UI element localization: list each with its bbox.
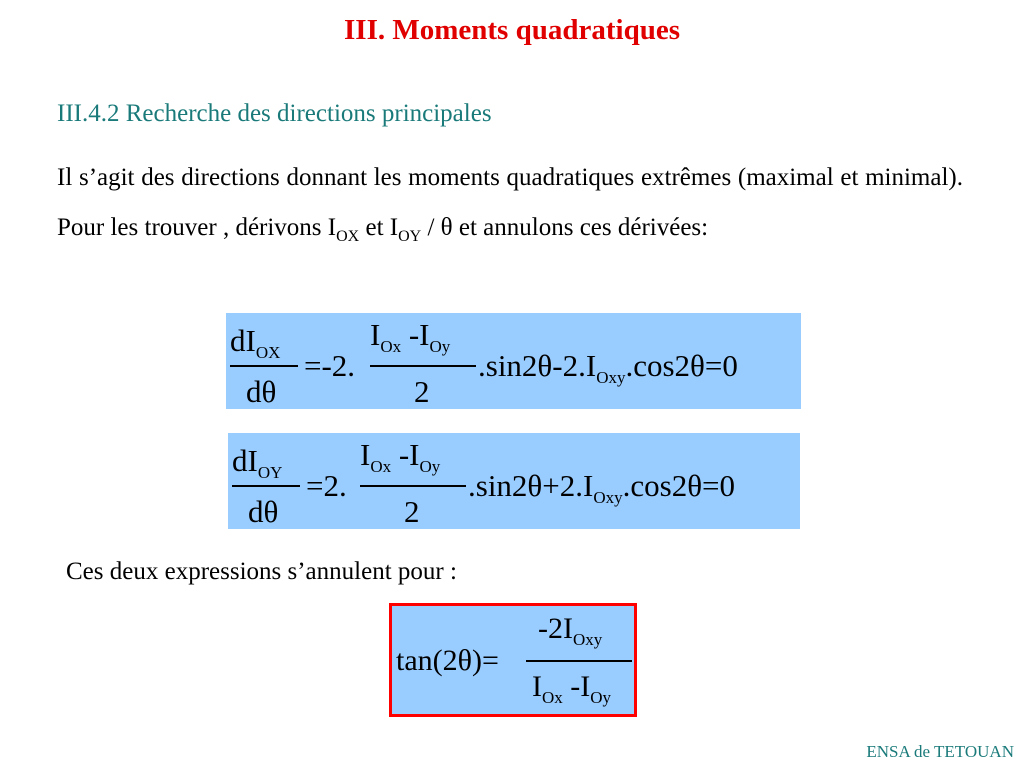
eq2-equals: =2. — [306, 468, 347, 503]
eq1-rest: $.\sin 2\theta-2.I_{Oxy}.\cos 2\theta=0$ — [478, 348, 738, 387]
eq3-numerator: $-2I_{Oxy}$ — [538, 612, 603, 649]
eq1-equals: =-2. — [304, 348, 356, 383]
eq2-lhs-numerator: $dI_{OY}$ — [232, 443, 283, 482]
eq2-rest: $.\sin 2\theta+2.I_{Oxy}.\cos 2\theta=0$ — [468, 468, 736, 507]
eq2-frac-bar — [360, 485, 466, 487]
eq1-frac-numerator: $I_{Ox}$ $-I_{Oy}$ — [370, 317, 451, 356]
eq1-lhs-numerator: $dI_{OX}$ — [230, 323, 281, 362]
section-subtitle: III.4.2 Recherche des directions principales — [57, 100, 492, 127]
eq2-lhs-bar — [232, 485, 300, 487]
equation-dIoy — [228, 433, 800, 529]
eq3-lhs: tan(2θ)= — [396, 644, 499, 677]
para-sub-oy: OY — [398, 228, 422, 245]
para-text-1: Il s’agit des directions donnant les moments quadratiques extrêmes (maximal et minimal). Pour les trouver , dérivons I — [57, 164, 963, 241]
equation-dIox — [226, 313, 801, 409]
eq1-lhs-bar — [230, 365, 298, 367]
para-sub-ox: OX — [336, 228, 360, 245]
eq1-frac-denominator: 2 — [414, 374, 430, 409]
eq3-denominator: $I_{Ox}$ $-I_{Oy}$ — [532, 670, 612, 707]
eq2-lhs-denominator: dθ — [248, 494, 279, 529]
equation-tan2theta — [389, 603, 637, 717]
para-text-2: et I — [359, 214, 399, 241]
page-title: III. Moments quadratiques — [344, 14, 680, 46]
eq1-frac-bar — [370, 365, 476, 367]
para-text-3: / θ et annulons ces dérivées: — [421, 214, 709, 241]
intro-paragraph — [57, 153, 963, 253]
eq3-frac-bar — [526, 660, 632, 662]
eq2-frac-denominator: 2 — [404, 494, 420, 529]
footer-institution: ENSA de TETOUAN — [866, 742, 1014, 761]
eq1-lhs-denominator: dθ — [246, 374, 277, 409]
eq2-frac-numerator: $I_{Ox}$ $-I_{Oy}$ — [360, 437, 441, 476]
conclusion-text: Ces deux expressions s’annulent pour : — [66, 558, 457, 585]
